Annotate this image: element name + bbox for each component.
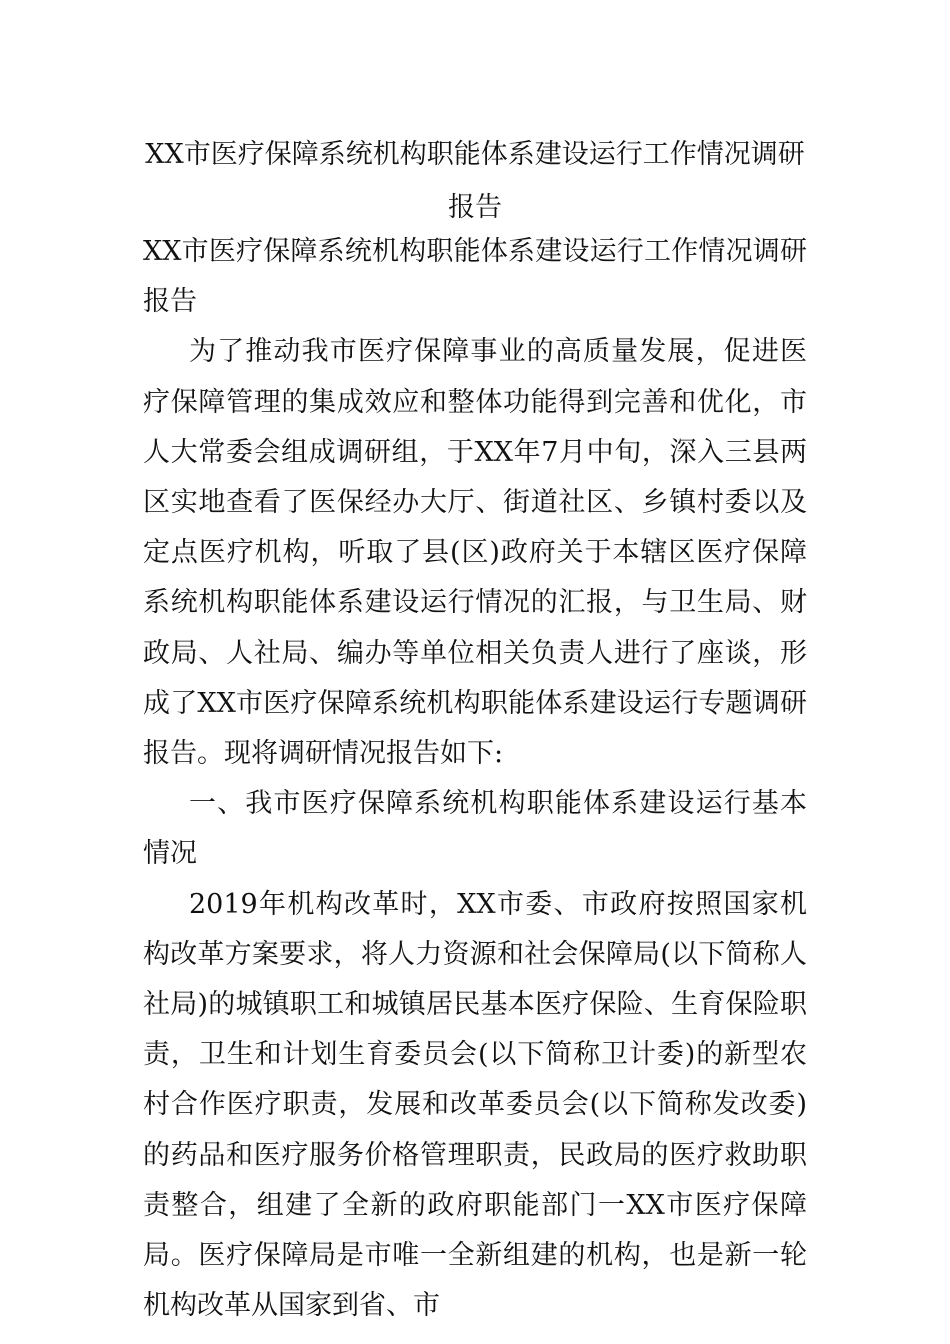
document-body [143,227,807,1331]
paragraph-reform: 2019年机构改革时，XX市委、市政府按照国家机构改革方案要求，将人力资源和社会保障局(以下简称人社局)的城镇职工和城镇居民基本医疗保险、生育保险职责，卫生和计划生育委员会(以下简称卫计委)的新型农村合作医疗职责，发展和改革委员会(以下简称发改委)的药品和医疗服务价格管理职责，民政局的医疗救助职责整合，组建了全新的政府职能部门一XX市医疗保障局。医疗保障局是市唯一全新组建的机构，也是新一轮机构改革从国家到省、市 [143,888,807,1322]
section-heading-1: 一、我市医疗保障系统机构职能体系建设运行基本情况 [143,788,807,870]
document-subtitle: XX市医疗保障系统机构职能体系建设运行工作情况调研报告 [143,236,807,318]
document-title: XX市医疗保障系统机构职能体系建设运行工作情况调研报告 [145,139,805,223]
paragraph-intro: 为了推动我市医疗保障事业的高质量发展，促进医疗保障管理的集成效应和整体功能得到完善和优化，市人大常委会组成调研组，于XX年7月中旬，深入三县两区实地查看了医保经办大厅、街道社区、乡镇村委以及定点医疗机构，听取了县(区)政府关于本辖区医疗保障系统机构职能体系建设运行情况的汇报，与卫生局、财政局、人社局、编办等单位相关负责人进行了座谈，形成了XX市医疗保障系统机构职能体系建设运行专题调研报告。现将调研情况报告如下: [143,336,807,770]
